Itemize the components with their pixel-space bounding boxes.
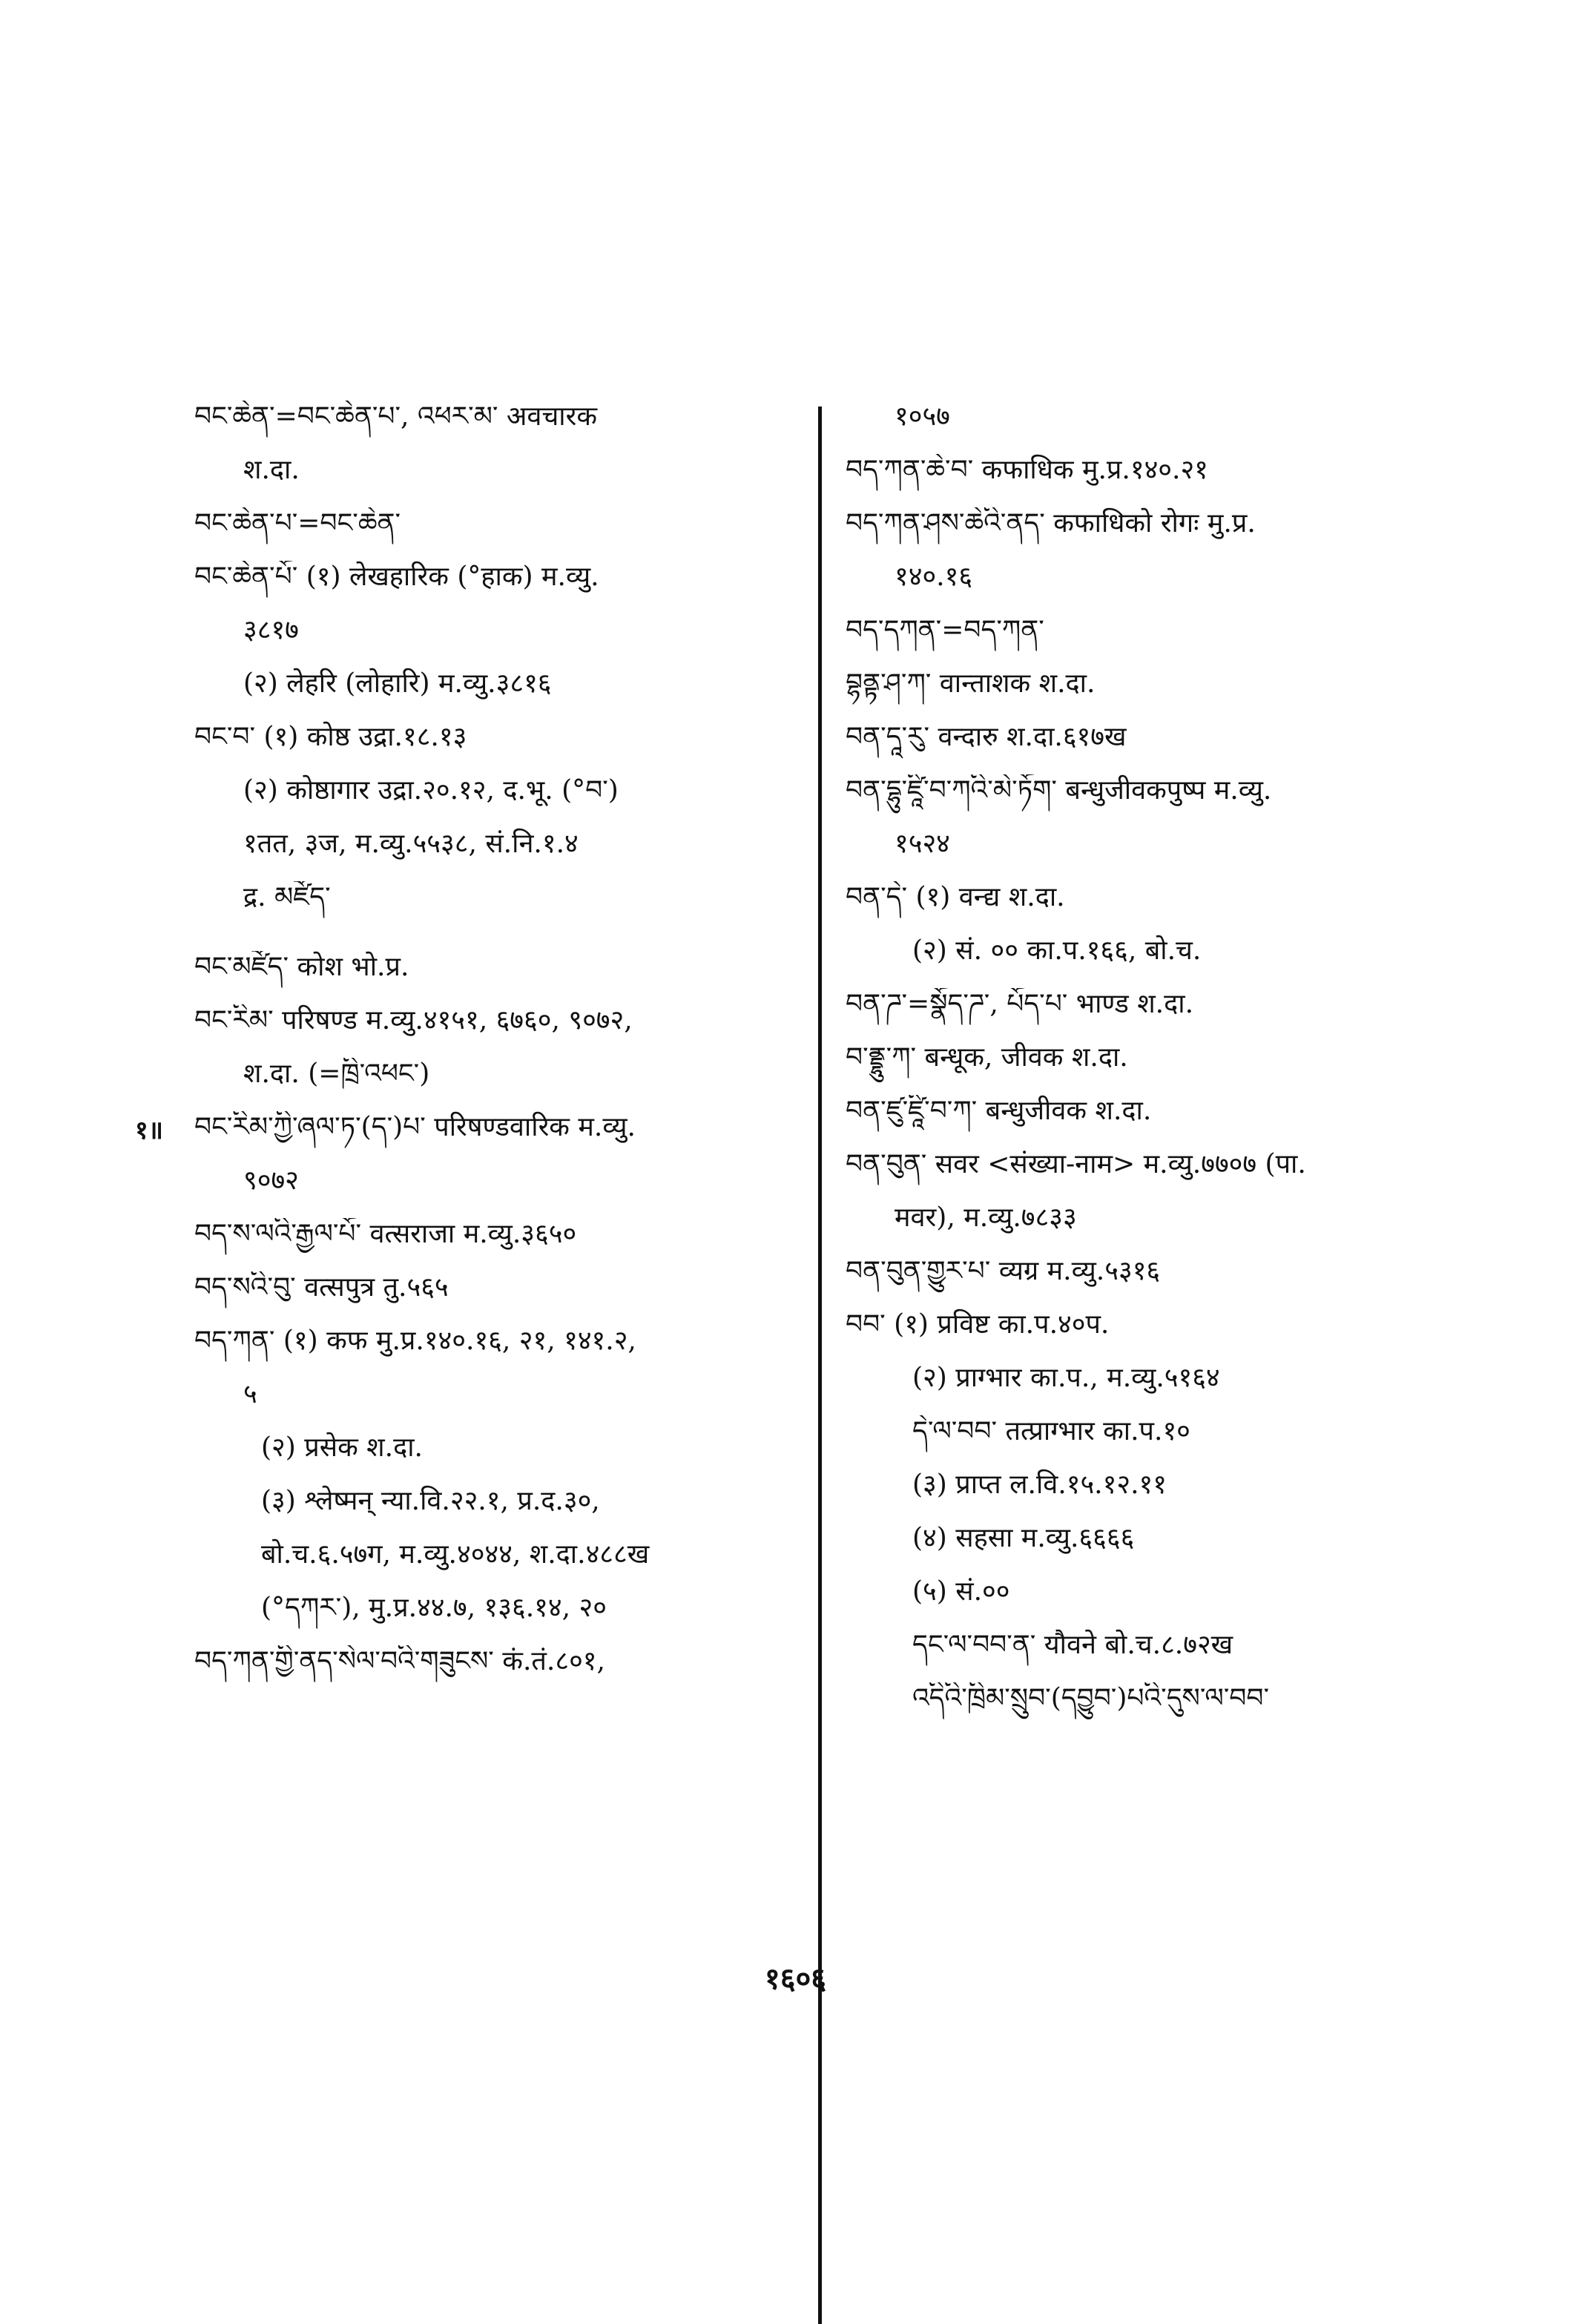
dictionary-entry-line: (२) सं. ०० का.प.१६६, बो.च. <box>912 935 1202 966</box>
dictionary-entry-line: (२) प्रसेक श.दा. <box>261 1432 423 1463</box>
dictionary-entry-line: བང་རིམ་ परिषण्ड म.व्यु.४१५१, ६७६०, ९०७२, <box>194 1005 633 1036</box>
dictionary-entry-line: ९०७२ <box>243 1165 299 1196</box>
dictionary-entry-line: འདིའི་ཁྲིམ་སྲུབ་(དབྱུབ་)པའི་དུས་ལ་བབ་ <box>912 1683 1270 1714</box>
dictionary-entry-line: བད་དཀན་=བད་ཀན་ <box>846 615 1044 645</box>
dictionary-entry-line: ३८१७ <box>243 615 299 645</box>
dictionary-entry-line: (२) कोष्ठागार उद्रा.२०.१२, द.भू. (°བ་) <box>243 775 619 806</box>
dictionary-entry-line: དང་ལ་བབ་ན་ यौवने बो.च.८.७२ख <box>912 1630 1233 1660</box>
dictionary-entry-line: द्र. མཛོད་ <box>243 882 331 912</box>
dictionary-entry-line: ५ <box>243 1379 257 1409</box>
dictionary-entry-line: བང་ཆེན་པ་=བང་ཆེན་ <box>194 508 401 539</box>
dictionary-entry-line: १०५७ <box>895 401 950 432</box>
dictionary-entry-line: मवर), म.व्यु.७८३३ <box>895 1202 1077 1233</box>
dictionary-entry-line: བང་ཆེན་=བང་ཆེན་པ་, འཕར་མ་ अवचारक <box>194 401 598 432</box>
dictionary-entry-line: बो.च.६.५७ग, म.व्यु.४०४४, श.दा.४८८ख <box>261 1539 650 1570</box>
right-column <box>846 401 1498 1736</box>
dictionary-entry-line: བན་དེ་ (१) वन्द्य श.दा. <box>846 882 1065 912</box>
left-column <box>194 401 803 1699</box>
dictionary-entry-line: १तत, ३ज, म.व्यु.५५३८, सं.नि.१.४ <box>243 829 579 859</box>
dictionary-entry-line: བད་ཀན་གྱི་ནད་སེལ་བའི་གཟུངས་ कं.तं.८०१, <box>194 1646 605 1676</box>
dictionary-entry-line: བན་ཌ་=སྣོད་ཌ་, པོད་པ་ भाण्ड श.दा. <box>846 989 1194 1019</box>
dictionary-entry-line: (२) प्राग्भार का.प., म.व्यु.५१६४ <box>912 1363 1220 1393</box>
dictionary-entry-line: བད་ཀན་ཤས་ཆེའི་ནད་ कफाधिको रोगः मु.प्र. <box>846 508 1256 539</box>
dictionary-entry-line: བད་ས་ལའི་རྒྱལ་པོ་ वत्सराजा म.व्यु.३६५० <box>194 1219 577 1249</box>
dictionary-entry-line: (३) प्राप्त ल.वि.१५.१२.११ <box>912 1469 1167 1500</box>
dictionary-entry-line: བ་ནྡྷུ་ཀ་ बन्धूक, जीवक श.दा. <box>846 1042 1128 1073</box>
dictionary-entry-line: བད་ཀན་ཆེ་བ་ कफाधिक मु.प्र.१४०.२१ <box>846 455 1208 485</box>
dictionary-entry-line: (५) सं.०० <box>912 1576 1010 1607</box>
dictionary-entry-line: (२) लेहरि (लोहारि) म.व्यु.३८१६ <box>243 668 552 699</box>
page-number: १६०६ <box>764 1961 827 1996</box>
dictionary-entry-line: བྷནྟ་ཤ་ཀ་ वान्ताशक श.दा. <box>846 668 1096 699</box>
dictionary-entry-line: १४०.१६ <box>895 562 973 592</box>
dictionary-entry-line: བབ་ (१) प्रविष्ट का.प.४०प. <box>846 1309 1110 1340</box>
dictionary-entry-line: བན་ཛུ་ཛཱི་བ་ཀ་ बन्धुजीवक श.दा. <box>846 1096 1152 1126</box>
dictionary-entry-line: (°དཀར་), मु.प्र.४४.७, १३६.१४, २० <box>261 1593 607 1623</box>
dictionary-entry-line: १५२४ <box>895 829 950 859</box>
dictionary-entry-line: श.दा. <box>243 455 300 485</box>
dictionary-entry-line: བང་བ་ (१) कोष्ठ उद्रा.१८.१३ <box>194 722 467 752</box>
dictionary-entry-line: བང་ཆེན་པོ་ (१) लेखहारिक (°हाक) म.व्यु. <box>194 562 599 592</box>
dictionary-entry-line: དེ་ལ་བབ་ तत्प्राग्भार का.प.१० <box>912 1416 1190 1446</box>
dictionary-entry-line: བང་མཛོད་ कोश भो.प्र. <box>194 952 409 982</box>
margin-mark: १॥ <box>135 1116 164 1145</box>
dictionary-entry-line: (३) श्लेष्मन् न्या.वि.२२.१, प्र.द.३०, <box>261 1486 600 1516</box>
dictionary-entry-line: བད་སའི་བུ་ वत्सपुत्र तु.५६५ <box>194 1272 449 1303</box>
dictionary-entry-line: བན་དྷུ་ཛཱི་བ་ཀའི་མེ་ཏོག་ बन्धुजीवकपुष्प म.व्यु. <box>846 775 1272 806</box>
dictionary-entry-line: श.दा. (=ཁྲི་འཕང་) <box>243 1059 430 1089</box>
dictionary-entry-line: བན་དཱ་རུ་ वन्दारु श.दा.६१७ख <box>846 722 1127 752</box>
column-divider <box>818 406 822 2324</box>
entry-gap <box>194 935 803 951</box>
dictionary-entry-line: བང་རིམ་ཀྱི་ཞལ་ཏ་(ད་)པ་ परिषण्डवारिक म.व्यु. <box>194 1112 636 1142</box>
dictionary-entry-line: བན་བུན་ सवर <संख्या-नाम> म.व्यु.७७०७ (पा. <box>846 1149 1306 1179</box>
dictionary-entry-line: བན་བུན་གྱུར་པ་ व्यग्र म.व्यु.५३१६ <box>846 1256 1161 1286</box>
dictionary-entry-line: (४) सहसा म.व्यु.६६६६ <box>912 1523 1135 1553</box>
dictionary-entry-line: བད་ཀན་ (१) कफ मु.प्र.१४०.१६, २१, १४१.२, <box>194 1326 636 1356</box>
